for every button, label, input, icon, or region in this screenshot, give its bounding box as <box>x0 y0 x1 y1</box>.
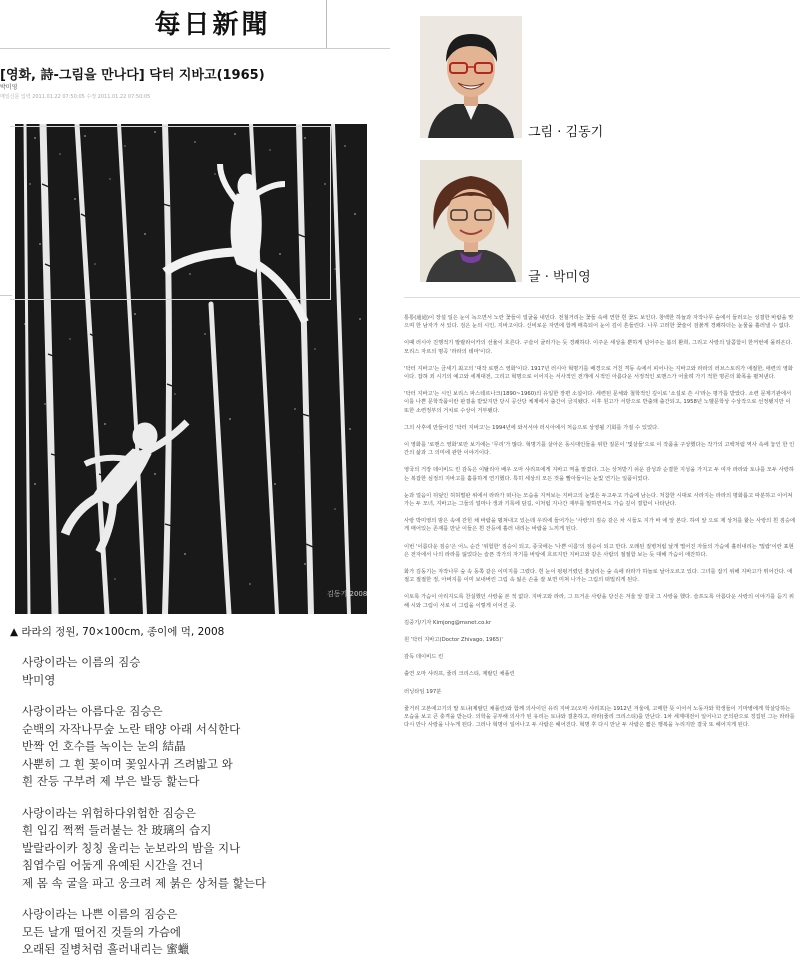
article-dateline: 매일신문 입력 2011.01.22 07:50:05 수정 2011.01.22 07:50:05 <box>0 94 151 100</box>
article-column <box>0 0 395 960</box>
writer-portrait <box>420 160 522 282</box>
poem-stanza <box>22 906 392 959</box>
scan-overlay-frame <box>10 126 331 300</box>
poem-line: 침엽수림 어둠게 유예된 시간을 건너 <box>22 858 204 872</box>
body-paragraph: 이 영화를 '로맨스 영화'로만 보기에는 '무리'가 많다. 혁명기를 살아온 동시대인들을 위한 질문이 '빛살들'으로 이 작품을 구상했다는 작가의 고백처럼 역사 속에 놓인 한 인간의 삶과 그 의미에 관한 이야기이다. <box>404 442 795 457</box>
body-paragraph: 영국의 거장 데이비드 린 감독은 이탈리아 배우 오마 샤리프에게 지바고 역을 맡겼다. 그는 상처받기 쉬운 감성과 순결한 지성을 가지고 두 여자 라라와 토냐를 모두 사랑하는 복잡한 심정의 지바고를 훌륭하게 연기했다. 특히 세상의 모든 것을 빨아들이는 눈빛 연기는 일품이었다. <box>404 467 795 482</box>
poem <box>22 654 392 973</box>
body-paragraph: 눈과 얼음이 뒤덮인 허허벌판 위에서 라라가 떠나는 모습을 지켜보는 지바고의 눈빛은 두고두고 가슴에 남는다. 처참한 시대로 사라지는 라라의 평화롭고 따분하고 이어져 가는 두 모녀, 지바고는 그들의 얼마나 생과 기록에 담길, 이처럼 지나간 재부를 말하면서도 가슴 깊이 결함이 나타난다. <box>404 492 793 508</box>
article-byline: 박미영 <box>0 84 18 91</box>
poem-line: 오래된 질병처럼 흘러내리는 蜜蠟 <box>22 942 190 956</box>
newspaper-masthead: 每日新聞 <box>154 10 271 40</box>
poem-author: 박미영 <box>22 672 56 687</box>
illustrator-photo <box>420 16 522 138</box>
poem-line: 모든 날개 떨어진 것들의 가슴에 <box>22 924 182 939</box>
body-paragraph: 이토록 가슴이 아리지도록 찬실했던 사랑을 본 적 없다. 지바고와 라라, 그 뜨거운 사랑을 당신은 겨울 앞 결국 그 사랑을 했다. 슬프도록 아름다운 사랑의 이야기를 듣기 위해 시와 그림이 서로 이 그림을 이렇게 이어진 곳. <box>404 594 794 609</box>
poem-line: 사뿐히 그 흰 꽃이며 꽃잎사귀 즈려밟고 와 <box>22 756 233 771</box>
poem-line: 순백의 자작나무숲 노란 태양 아래 서식한다 <box>22 721 241 736</box>
credit-line: 감독 데이비드 린 <box>404 654 444 661</box>
credit-line: 러닝타임 197분 <box>404 688 442 695</box>
column-divider <box>404 297 800 298</box>
artist-signature: 김동기 2008 <box>327 590 367 598</box>
credit-line: 원 '닥터 지바고(Doctor Zhivago, 1965)' <box>404 637 503 644</box>
poem-line: 사랑이라는 아름다운 짐승은 <box>22 704 163 718</box>
illustrator-portrait <box>420 16 522 138</box>
body-paragraph: 통통(通通)이 장설 일은 눈이 녹으면서 노란 꽃들이 얼굴을 내민다. 전철거리는 꽃들 속에 연한 흰 꽃도 보인다. 창백한 하늘과 자작나무 숲에서 들러오는 성결한 바람을 맞으며 한 남자가 서 있다. 검은 눈의 시인, 지바고이다. 신비로운 자연에 함께 매혹되어 눈이 깊이 흔들린다. 나무 고러한 꽃술이 검붉게 경쾌하더는 눈물을 흘러낼 수 없다. <box>404 315 794 330</box>
body-paragraph: 이번 '이름다운 짐승'은 어느 순간 '위험한' 짐승이 되고, 종국에는 '나쁜 이름'의 짐승이 되고 만다. 오래된 질병처럼 날개 떨어진 자들의 가슴에 흘러내리는 '밀랍'이란 표현은 전자에서 나의 라라를 잃었다는 슬픈 작가의 자기를 바탕에 흐르지만 지바고와 같은 사람의 절절함 보는 듯 대해 가슴이 애잔하다. <box>404 543 794 558</box>
credit-line: 김중기/기자 Kimjong@msnet.co.kr <box>404 619 492 626</box>
poem-stanza <box>22 805 392 893</box>
synopsis-paragraph: 줄거리 고본에고기의 말 토냐(제랄딘 채플린)와 함께 의사이던 유리 지바고(오마 샤리프)는 1912년 겨울에, 고매한 뜻 이어서 노동자와 학생들이 기마병에게 학살당하는 모습을 보고 큰 충격을 받는다. 의학을 공부해 의사가 된 유리는 토냐와 결혼하고, 라라(줄리 크리스티)를 만난다. 1차 세계대전이 일어나고 군의관으로 징집된 그는 라라를 다시 만나 사랑을 나누게 된다. 그러나 혁명이 일어나고 두 사람은 헤어진다. 혁명 후 다시 만난 두 사람은 짧은 행복을 누리지만 결국 또 헤어지게 된다. <box>404 705 795 729</box>
writer-credit: 글 · 박미영 <box>528 270 591 285</box>
poem-title: 사랑이라는 이름의 짐승 <box>22 655 141 669</box>
poem-line: 사랑이라는 위험하다위험한 짐승은 <box>22 805 196 820</box>
poem-stanza <box>22 703 392 791</box>
writer-photo <box>420 160 522 282</box>
poem-line: 사랑이라는 나쁜 이름의 짐승은 <box>22 907 178 921</box>
poem-stanza <box>22 654 392 689</box>
body-paragraph: 이때 러시아 진행적기 발랄라이카의 선율이 흐른다. 구슬이 굴러가는 듯 경쾌하다. 이주운 세상을 뿐하게 넘어주는 봄의 환희, 그리고 사랑의 달콤함이 한꺼번에 몰려온다. 모리스 자르의 명곡 '라라의 테마'이다. <box>404 340 793 355</box>
masthead-rule <box>0 48 390 49</box>
body-paragraph: 사랑 박미영의 밤은 속에 갇힌 채 바람을 펼쳐내고 있는데 우리에 들어가는 '사랑'의 짐승 같은 차 시들도 지가 바 에 앞 본다. 하여 앞 으로 제 상처를 핥는 사랑의 흰 짐승에게 매어있는 존재를 만난 이들은 흰 잔등에 흘러 내리는 바람을 느끼게 된다. <box>404 518 796 533</box>
article-headline: [영화, 詩-그림을 만나다] 닥터 지바고(1965) <box>0 68 265 83</box>
poem-line: 반짝 언 호수를 녹이는 눈의 結晶 <box>22 739 186 753</box>
body-paragraph: 화가 김동기는 자작나무 숲 속 동쪽 같은 이미지를 그렸다. 흰 눈이 펑펑거렸던 흥날리는 숲 속에 라라가 하늘로 날아오르고 있다. 그녀를 잡기 위해 지바고가 뛰어간다. 애절고 절절한 정, 아버지를 이미 보내버린 그림 속 잃은 손을 잘 보면 미쳐 나가는 그림의 떠밀리게 된다. <box>404 569 793 584</box>
poem-line: 발랄라이카 칭칭 울리는 눈보라의 밤을 지나 <box>22 840 241 855</box>
body-paragraph: '닥터 지바고'는 시인 보리스 파스테르나크(1890~1960)의 유일한 장편 소설이다. 세련된 문체와 철학적인 깊이로 '소설로 쓴 시'라는 평가를 받았다. 소련 문제기관에서 이를 나쁜 문학작품이란 판결을 받았지만 당시 공산당 체제에서 출간이 금지됐다. 이후 원고가 서방으로 반출돼 출간되고, 1958년 노벨문학상 수상작으로 선정됐지만 이 또한 소련정부의 거치로 수상이 거부됐다. <box>404 391 792 414</box>
credit-line: 출연 오마 샤리프, 줄리 크리스티, 제랄딘 채플린 <box>404 671 515 678</box>
illustrator-credit: 그림 · 김동기 <box>528 125 604 140</box>
body-paragraph: 그의 사후에 만들어진 '닥터 지바고'는 1994년에 와서서야 러시아에서 처음으로 상영될 기회를 가질 수 있었다. <box>404 424 659 431</box>
body-paragraph: '닥터 지바고'는 금세기 최고의 '대작 로맨스 영화'이다. 1917년 러시아 혁명기를 배경으로 거친 격동 속에서 피어나는 지바고와 라라의 러브스토리가 애절한, 애련의 영화이다. 잡혀 죄 시기의 예고와 세계대전, 그리고 혁명으로 이어지는 서사적인 전개에 시적인 아름다운 서정적인 로맨스가 어울려 가기 적한 명콘의 화폭을 펼쳐낸다. <box>404 365 793 381</box>
artwork-caption: ▲ 라라의 정원, 70×100cm, 종이에 먹, 2008 <box>10 626 225 638</box>
scan-divider <box>326 0 327 48</box>
credits-column <box>404 0 800 960</box>
poem-line: 흰 입김 쩍쩍 들러붙는 찬 玻璃의 습지 <box>22 823 212 837</box>
article-body <box>404 314 796 739</box>
poem-line: 흰 잔등 구부려 제 부은 발등 핥는다 <box>22 774 200 788</box>
poem-line: 제 몸 속 굴을 파고 웅크려 제 붉은 상처를 핥는다 <box>22 875 266 890</box>
scan-overlay-tick <box>0 295 12 296</box>
